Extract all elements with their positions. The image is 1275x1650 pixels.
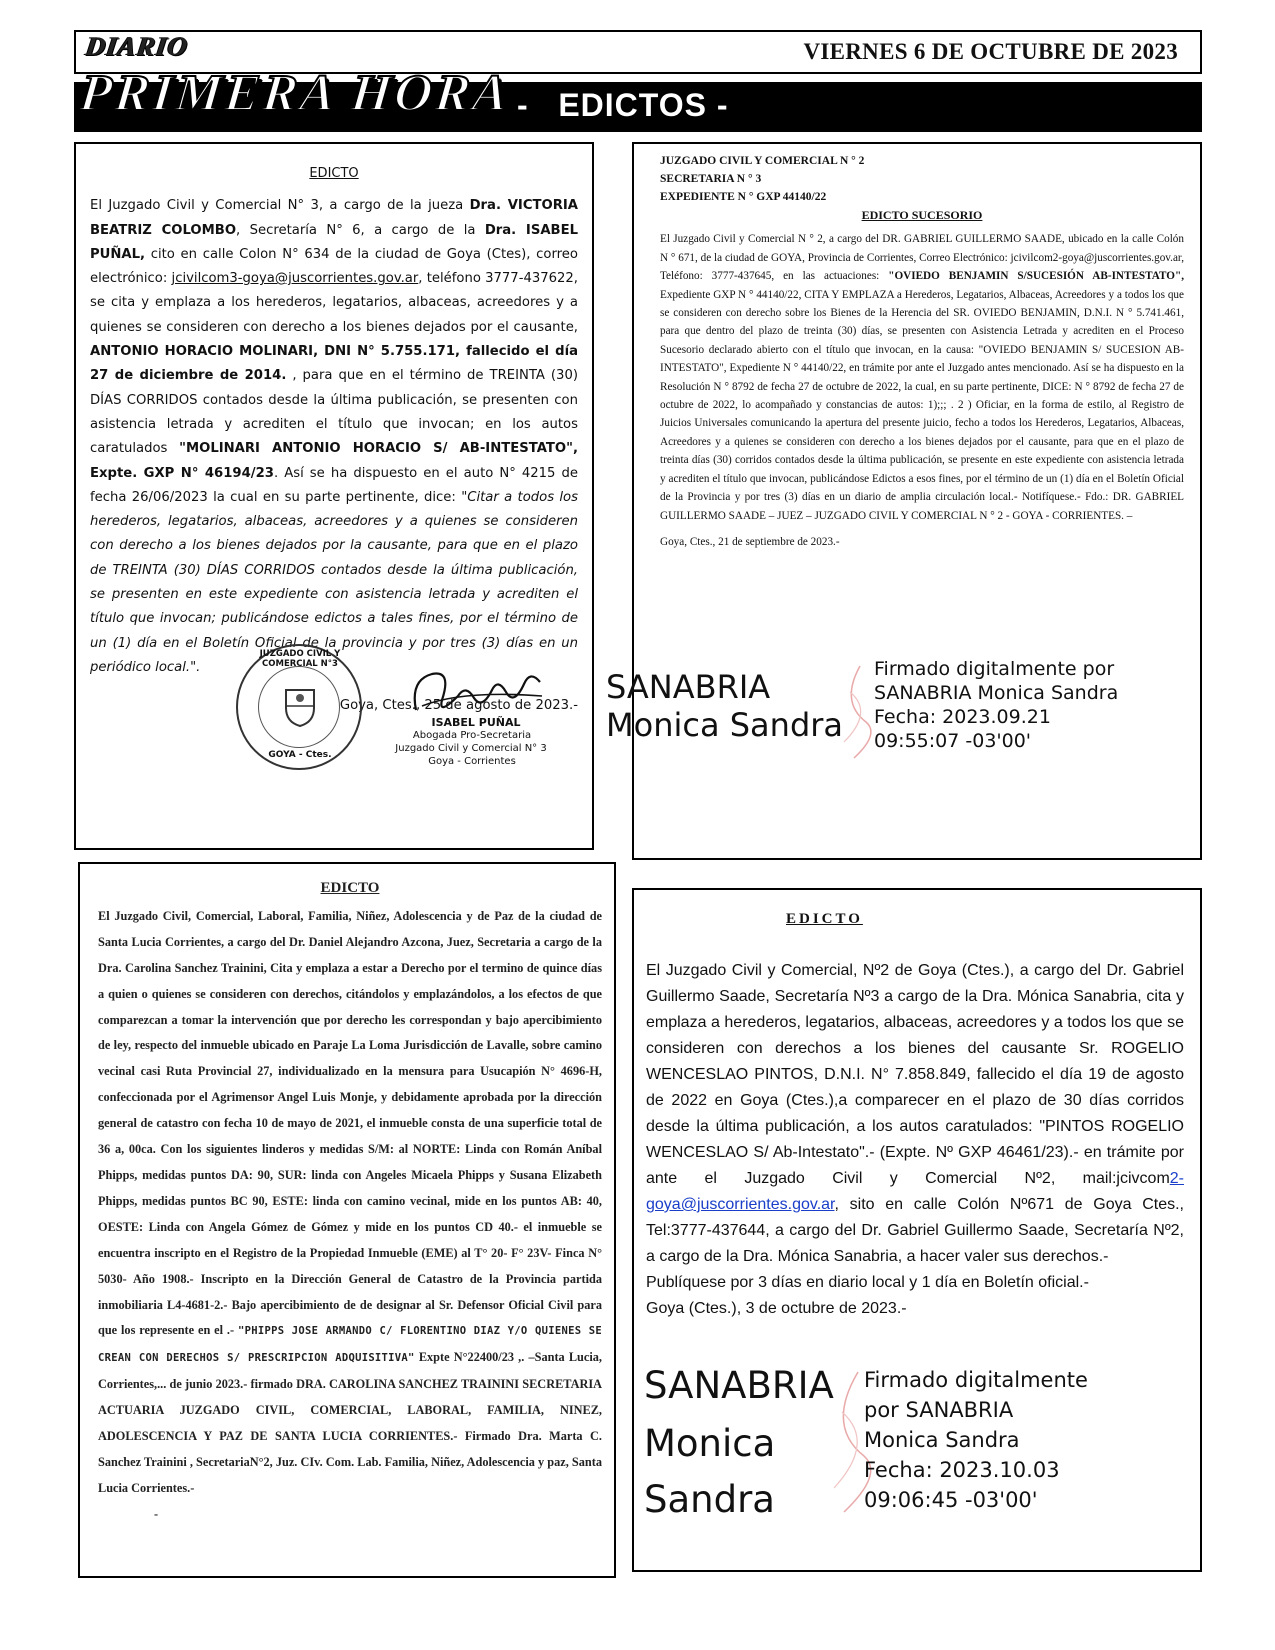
digital-signature-name-2: Monica Sandra	[606, 706, 844, 744]
edicto-text: El Juzgado Civil y Comercial, Nº2 de Goya (Ctes.), a cargo del Dr. Gabriel Guillermo Saade, Secretaría Nº3 a cargo de la Dra. Mónica Sanabria, cita y emplaza a herederos, legatarios, albaceas, acreedores y a todos los que se consideren con derechos a los bienes del causante Sr. ROGELIO WENCESLAO PINTOS, D.N.I. N° 7.858.849, fallecido el día 19 de agosto de 2022 en Goya (Ctes.),a comparecer en el plazo de 30 días corridos desde la última publicación, a los autos caratulados: "PINTOS ROGELIO WENCESLAO S/ Ab-Intestato".- (Expte. Nº GXP 46461/23).- en trámite por ante el Juzgado Civil y Comercial Nº2, mail:jcivcom2-goya@juscorrientes.gov.ar, sito en calle Colón Nº671 de Goya Ctes., Tel:3777-437644, a cargo del Dr. Gabriel Guillermo Saade, Secretaría Nº2, a cargo de la Dra. Mónica Sanabria, a hacer valer sus derechos.-	[646, 962, 1184, 1265]
digital-signature-info-2: SANABRIA Monica Sandra	[874, 682, 1119, 704]
edicto-molinari	[74, 142, 594, 850]
digital-signature-name-3: Sandra	[644, 1478, 775, 1521]
logo-primera-hora: PRIMERA HORA	[77, 65, 514, 122]
digital-signature-name-2: Monica	[644, 1422, 776, 1465]
edicto-date: Goya (Ctes.), 3 de octubre de 2023.-	[646, 1300, 907, 1317]
edicto-molinari-body	[90, 162, 578, 719]
edicto-date: Goya, Ctes., 25 de agosto de 2023.-	[339, 698, 578, 714]
edicto-title: EDICTO SUCESORIO	[861, 208, 983, 222]
edicto-text: El Juzgado Civil, Comercial, Laboral, Familia, Niñez, Adolescencia y de Paz de la ciudad de Santa Lucia Corrientes, a cargo del Dr. Daniel Alejandro Azcona, Juez, Secretaria a cargo de la Dra. Carolina Sanchez Trainini, Cita y emplaza a estar a Derecho por el termino de quince días a quien o quienes se consideren con derechos, citándolos y emplazándolos, a los efectos de que comparezcan a tomar la intervención que por derecho les correspondan y bajo apercibimiento de ley, respecto del inmueble ubicado en Paraje La Loma Jurisdicción de Lavalle, sobre camino vecinal casi Ruta Provincial 27, individualizado en la mensura para Usucapión N° 4696-H, confeccionada por el Agrimensor Angel Luis Monje, y debidamente aprobada por la dirección general de catastro con fecha 10 de mayo de 2021, el inmueble consta de una superficie total de 36 a, 00ca. Con los siguientes linderos y medidas S/M: al NORTE: Linda con Román Aníbal Phipps, medidas puntos DA: 90, SUR: linda con Angeles Micaela Phipps y Susana Elizabeth Phipps, medidas puntos BC 90, ESTE: linda con camino vecinal, mide en los puntos AB: 40, OESTE: Linda con Angela Gómez de Gómez y mide en los puntos CD 40.- el inmueble se encuentra inscripto en el Registro de la Propiedad Inmueble (EME) al T° 20- F° 23V- Finca N° 5030- Año 1908.- Inscripto en la Dirección General de Catastro de la Provincia partida inmobiliaria L4-4681-2.- Bajo apercibimiento de de designar al Sr. Defensor Oficial Civil para que los represente en el .- "PHIPPS JOSE ARMANDO C/ FLORENTINO DIAZ Y/O QUIENES SE CREAN CON DERECHOS S/ PRESCRIPCION ADQUISITIVA" Expte N°22400/23 ,. –Santa Lucia, Corrientes,... de junio 2023.- firmado DRA. CAROLINA SANCHEZ TRAININI SECRETARIA ACTUARIA JUZGADO CIVIL, COMERCIAL, LABORAL, FAMILIA, NINEZ, ADOLESCENCIA Y PAZ DE SANTA LUCIA CORRIENTES.- Firmado Dra. Marta C. Sanchez Trainini , SecretariaN°2, Juz. CIv. Com. Lab. Familia, Niñez, Adolescencia y paz, Santa Lucia Corrientes.-	[98, 908, 603, 1495]
digital-signature-date: Fecha: 2023.09.21	[874, 706, 1051, 728]
court-header: JUZGADO CIVIL Y COMERCIAL N ° 2	[660, 155, 865, 167]
digital-signature-time: 09:06:45 -03'00'	[864, 1488, 1038, 1512]
edicto-text: El Juzgado Civil y Comercial N ° 2, a cargo del DR. GABRIEL GUILLERMO SAADE, ubicado en la calle Colón N ° 671, de la ciudad de GOYA, Provincia de Corrientes, Correo Electrónico: jcivilcom2-goya@juscorrientes.gov.ar, Teléfono: 3777-437645, en las actuaciones: "OVIEDO BENJAMIN S/SUCESIÓN AB-INTESTATO", Expediente GXP N ° 44140/22, CITA Y EMPLAZA a Herederos, Legatarios, Albaceas, Acreedores y a todos los que se consideren con derecho sobre los Bienes de la Herencia del SR. OVIEDO BENJAMIN, D.N.I. N ° 5.741.461, para que dentro del plazo de treinta (30) días, se presenten con Asistencia Letrada y acrediten en el Proceso Sucesorio declarado abierto con el título que invocan, en la causa: "OVIEDO BENJAMIN S/ SUCESION AB-INTESTATO", Expediente N ° 44140/22, en trámite por ante el Juzgado antes mencionado. Así se ha dispuesto en la Resolución N ° 8792 de fecha 27 de octubre de 2022, la cual, en su parte pertinente, DICE: N ° 8792 de fecha 27 de octubre de 2022, lo acompañado y constancias de autos: 1);;; . 2 ) Oficiar, en la forma de estilo, al Registro de Juicios Universales comunicando la apertura del presente juicio, fecho a todos los Herederos, Legatarios, Albaceas, Acreedores y a quienes se consideren con derecho a los bienes dejados por el causante, para que en el plazo de treinta días (30) corridos contados desde la última publicación, se presente en este expediente con asistencia letrada y acrediten el título que invocan, publicándose Edictos a esos fines, por el término de un (1) día en el Boletín Oficial de la Provincia y por tres (3) días en un diario de amplia circulación local.- Notifíquese.- Fdo.: DR. GABRIEL GUILLERMO SAADE – JUEZ – JUZGADO CIVIL Y COMERCIAL N ° 2 - GOYA - CORRIENTES. –	[660, 233, 1184, 522]
section-title: - EDICTOS -	[517, 87, 729, 123]
edicto-phipps	[78, 862, 616, 1578]
digital-signature-info-1: Firmado digitalmente por	[874, 658, 1115, 680]
digital-signature-info-3: Monica Sandra	[864, 1428, 1020, 1452]
digital-signature-date: Fecha: 2023.10.03	[864, 1458, 1060, 1482]
seal-text-bottom: GOYA - Ctes.	[268, 750, 332, 760]
seal-emblem-icon	[282, 686, 318, 728]
section-bar	[455, 82, 1202, 132]
secretary-header: SECRETARIA N ° 3	[660, 173, 762, 185]
edicto-title: EDICTO	[320, 880, 380, 896]
edicto-oviedo	[606, 142, 1202, 860]
signatory-name: ISABEL PUÑAL	[431, 716, 521, 729]
edicto-trailer: -	[154, 1506, 159, 1521]
issue-date: VIERNES 6 DE OCTUBRE DE 2023	[803, 39, 1178, 64]
digital-signature-info-1: Firmado digitalmente	[864, 1368, 1088, 1392]
edicto-date: Goya, Ctes., 21 de septiembre de 2023.-	[660, 535, 840, 548]
edicto-title: EDICTO	[786, 911, 863, 927]
edicto-phipps-body	[98, 876, 602, 1528]
edicto-oviedo-body	[660, 152, 1184, 551]
court-seal	[236, 644, 362, 770]
signatory-court: Juzgado Civil y Comercial N° 3	[395, 743, 547, 754]
edicto-pintos-body	[646, 906, 1184, 1322]
edicto-title: EDICTO	[309, 166, 359, 181]
digital-signature-name: SANABRIA	[606, 668, 771, 706]
digital-signature-time: 09:55:07 -03'00'	[874, 730, 1032, 752]
digital-signature-info-2: por SANABRIA	[864, 1398, 1014, 1422]
court-email-link[interactable]: 2-goya@juscorrientes.gov.ar	[646, 1170, 1184, 1213]
signatory-role: Abogada Pro-Secretaria	[412, 730, 532, 741]
publication-note: Publíquese por 3 días en diario local y 1 día en Boletín oficial.-	[646, 1274, 1089, 1291]
logo-diario: DIARIO	[83, 31, 191, 61]
edicto-pintos	[632, 888, 1202, 1572]
edicto-text: El Juzgado Civil y Comercial N° 3, a cargo de la jueza Dra. VICTORIA BEATRIZ COLOMBO, Secretaría N° 6, a cargo de la Dra. ISABEL PUÑAL, cito en calle Colon N° 634 de la ciudad de Goya (Ctes), correo electrónico: jcivilcom3-goya@juscorrientes.gov.ar, teléfono 3777-437622, se cita y emplaza a los herederos, legatarios, albaceas, acreedores y a quienes se consideren con derecho a los bienes dejados por el causante, ANTONIO HORACIO MOLINARI, DNI N° 5.755.171, fallecido el día 27 de diciembre de 2014. , para que en el término de TREINTA (30) DÍAS CORRIDOS contados desde la última publicación, se presenten con asistencia letrada y acrediten el título que invocan; en los autos caratulados "MOLINARI ANTONIO HORACIO S/ AB-INTESTATO", Expte. GXP N° 46194/23. Así se ha dispuesto en el auto N° 4215 de fecha 26/06/2023 la cual en su parte pertinente, dice: "Citar a todos los herederos, legatarios, albaceas, acreedores y a quienes se consideren con derecho a los bienes dejados por la causante, para que en el plazo de TREINTA (30) DÍAS CORRIDOS contados desde la última publicación, se presenten en este expediente con asistencia letrada y acrediten el título que invocan; publicándose edictos a tales fines, por el término de un (1) día en el Boletín Oficial de la provincia y por tres (3) días en un periódico local.".	[90, 198, 579, 675]
digital-signature-name: SANABRIA	[644, 1364, 834, 1407]
handwritten-signature-icon	[402, 660, 552, 722]
seal-text-top: JUZGADO CIVIL Y COMERCIAL N°3	[259, 649, 341, 669]
court-email: jcivilcom3-goya@juscorrientes.gov.ar	[171, 271, 419, 287]
signatory-city: Goya - Corrientes	[428, 756, 516, 767]
expediente-header: EXPEDIENTE N ° GXP 44140/22	[660, 191, 827, 203]
